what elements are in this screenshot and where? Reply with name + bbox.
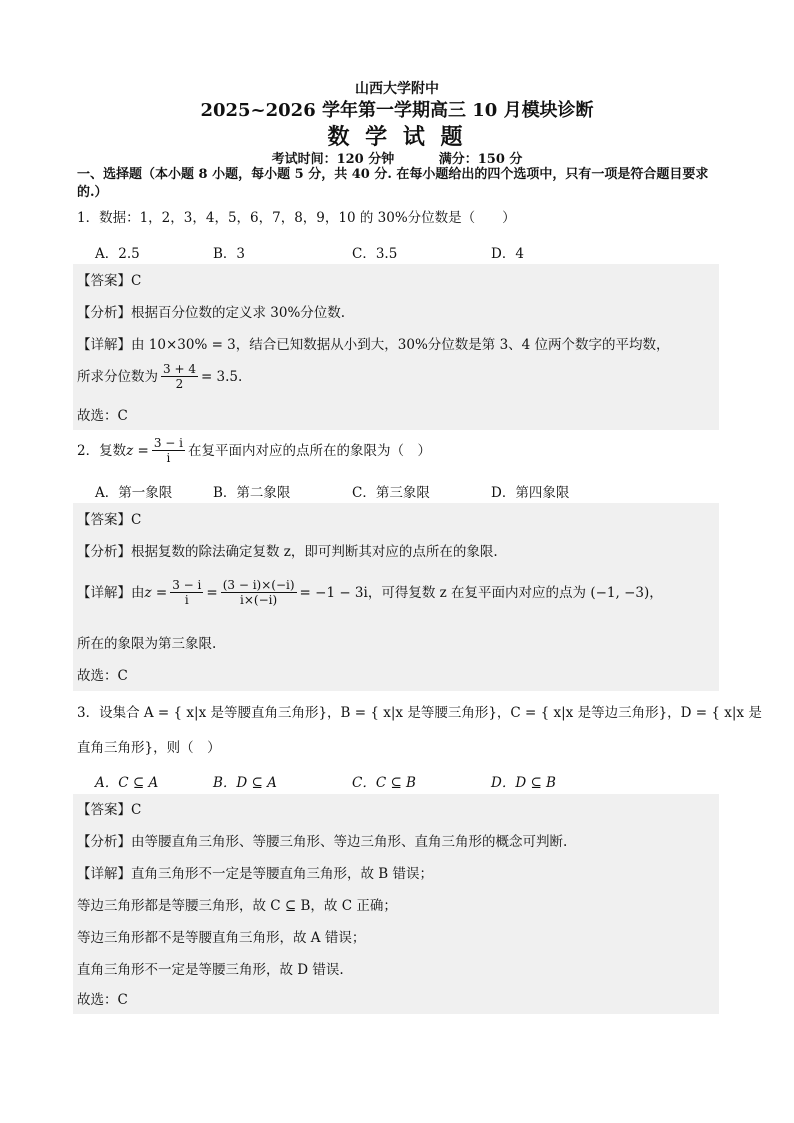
- q2-detail-f2-den: i×(−i): [240, 593, 278, 607]
- q2-option-c: C．第三象限: [352, 485, 430, 501]
- q2-detail-post: = −1 − 3i，可得复数 z 在复平面内对应的点为 (−1, −3)，: [299, 584, 663, 601]
- q2-stem-z: z =: [126, 442, 149, 459]
- q2-detail-pre: 【详解】由: [77, 584, 145, 601]
- q3-option-b: B．D ⊆ A: [213, 775, 277, 791]
- section-heading: 一、选择题（本小题 8 小题，每小题 5 分，共 40 分. 在每小题给出的四个选项中，只有一项是符合题目要求的.）: [77, 167, 709, 200]
- q2-stem-pre: 2．复数: [77, 442, 127, 459]
- q2-option-b: B．第二象限: [213, 485, 291, 501]
- q2-detail: [77, 578, 663, 607]
- q2-detail-fraction-1: [170, 578, 203, 607]
- q1-choose: 故选：C: [77, 408, 128, 424]
- q3-detail-4: 直角三角形不一定是等腰三角形，故 D 错误.: [77, 962, 344, 978]
- q2-stem-post: 在复平面内对应的点所在的象限为（ ）: [187, 442, 431, 459]
- q2-detail-f1-num: 3 − i: [172, 578, 202, 592]
- school-name: 山西大学附中: [355, 81, 439, 97]
- q2-option-d: D．第四象限: [491, 485, 570, 501]
- q2-choose: 故选：C: [77, 668, 128, 684]
- q2-analysis: 【分析】根据复数的除法确定复数 z，即可判断其对应的点所在的象限.: [77, 544, 498, 560]
- q2-detail-z: z =: [144, 584, 168, 601]
- q1-option-c: C．3.5: [352, 246, 398, 262]
- q1-stem: 1．数据：1，2，3，4，5，6，7，8，9，10 的 30%分位数是（ ）: [77, 210, 516, 226]
- q3-option-a: A．C ⊆ A: [95, 775, 159, 791]
- q1-fraction: [161, 362, 198, 391]
- q1-option-b: B．3: [213, 246, 246, 262]
- subject-title: 数 学 试 题: [327, 124, 467, 150]
- q3-choose: 故选：C: [77, 992, 128, 1008]
- q2-detail-fraction-2: [221, 578, 297, 607]
- q3-option-c: C．C ⊆ B: [352, 775, 416, 791]
- q1-option-a: A．2.5: [95, 246, 140, 262]
- q1-analysis: 【分析】根据百分位数的定义求 30%分位数.: [77, 305, 346, 321]
- q2-stem-num: 3 − i: [153, 436, 183, 450]
- q3-analysis: 【分析】由等腰直角三角形、等腰三角形、等边三角形、直角三角形的概念可判断.: [77, 834, 568, 850]
- q1-fraction-num: 3 + 4: [163, 362, 196, 376]
- q3-detail-1: 【详解】直角三角形不一定是等腰直角三角形，故 B 错误；: [77, 866, 434, 882]
- exam-meta: [0, 148, 794, 167]
- q1-detail-1: 【详解】由 10×30% = 3，结合已知数据从小到大，30%分位数是第 3、4 位两个数字的平均数，: [77, 337, 670, 353]
- exam-time: 考试时间：120 分钟: [271, 152, 395, 167]
- exam-score: 满分：150 分: [438, 152, 523, 167]
- q2-detail-2: 所在的象限为第三象限.: [77, 636, 217, 652]
- q1-detail-2-pre: 所求分位数为: [77, 368, 158, 385]
- q2-stem-den: i: [166, 451, 171, 465]
- q3-stem-1: 3．设集合 A = { x|x 是等腰直角三角形}，B = { x|x 是等腰三角形}，C = { x|x 是等边三角形}，D = { x|x 是: [77, 705, 762, 721]
- q3-detail-2: 等边三角形都是等腰三角形，故 C ⊆ B，故 C 正确；: [77, 898, 397, 914]
- q1-detail-2-post: = 3.5.: [200, 368, 243, 385]
- q1-fraction-den: 2: [175, 377, 184, 391]
- q2-stem: [77, 436, 431, 465]
- q1-detail-2: [77, 362, 242, 391]
- q3-option-d: D．D ⊆ B: [491, 775, 556, 791]
- q2-stem-fraction: [152, 436, 185, 465]
- q2-detail-eq: =: [206, 584, 218, 601]
- q3-answer: 【答案】C: [77, 802, 142, 818]
- q2-option-a: A．第一象限: [95, 485, 173, 501]
- q1-answer: 【答案】C: [77, 273, 142, 289]
- q2-detail-f2-num: (3 − i)×(−i): [222, 578, 295, 592]
- q1-option-d: D．4: [491, 246, 524, 262]
- exam-title: 2025~2026 学年第一学期高三 10 月模块诊断: [200, 100, 594, 121]
- q3-detail-3: 等边三角形都不是等腰直角三角形，故 A 错误；: [77, 930, 366, 946]
- q3-stem-2: 直角三角形}，则（ ）: [77, 740, 221, 756]
- q2-detail-f1-den: i: [184, 593, 189, 607]
- q2-answer: 【答案】C: [77, 512, 142, 528]
